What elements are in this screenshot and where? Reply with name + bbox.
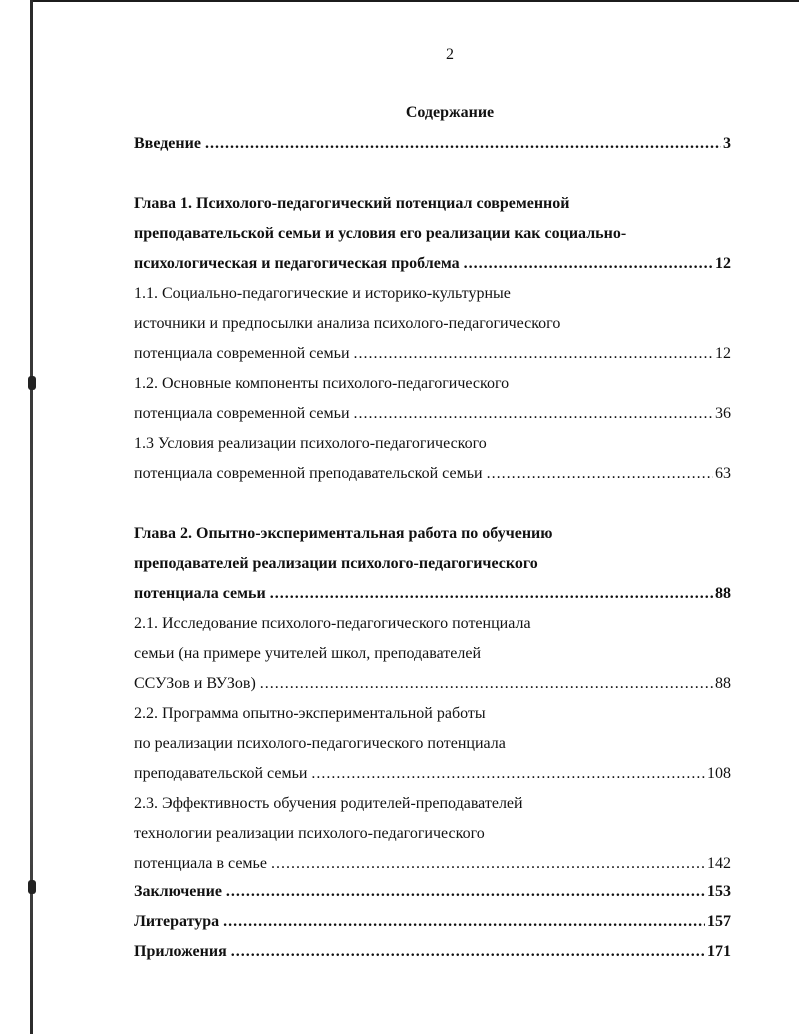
toc-entry-1-3-line-1: 1.3 Условия реализации психолого-педагогического [134,435,487,452]
toc-entry-page: 88 [715,675,731,692]
toc-entry-page: 63 [715,465,731,482]
toc-entry-page: 36 [715,405,731,422]
toc-entry-page: 3 [723,135,731,152]
toc-entry-label: потенциала современной преподавательской семьи [134,465,483,482]
dot-leader [464,252,713,276]
toc-entry-label: психологическая и педагогическая проблема [134,255,460,272]
toc-entry-2-2-line-2: по реализации психолого-педагогического потенциала [134,735,506,752]
toc-entry-1-3[interactable] [134,462,731,486]
toc-entry-label: потенциала современной семьи [134,405,350,422]
toc-entry-chapter-2-line-1: Глава 2. Опытно-экспериментальная работа по обучению [134,525,553,542]
toc-entry-chapter-2[interactable] [134,582,731,606]
scan-mark [28,376,36,390]
toc-entry-label: Введение [134,135,201,152]
toc-entry-introduction[interactable] [134,132,731,156]
dot-leader [226,880,705,904]
dot-leader [311,762,705,786]
toc-entry-page: 171 [707,943,731,960]
toc-title: Содержание [405,104,495,121]
toc-entry-2-1-line-2: семьи (на примере учителей школ, преподавателей [134,645,482,662]
toc-entry-page: 108 [707,765,731,782]
toc-entry-page: 12 [715,255,731,272]
dot-leader [223,910,705,934]
toc-entry-label: ССУЗов и ВУЗов) [134,675,256,692]
dot-leader [231,940,705,964]
dot-leader [260,672,713,696]
toc-entry-label: Заключение [134,883,222,900]
toc-entry-1-2[interactable] [134,402,731,426]
dot-leader [487,462,713,486]
toc-entry-2-3-line-2: технологии реализации психолого-педагогического [134,825,485,842]
toc-entry-label: потенциала современной семьи [134,345,350,362]
toc-entry-2-2[interactable] [134,762,731,786]
toc-entry-label: потенциала в семье [134,855,267,872]
toc-entry-conclusion[interactable] [134,880,731,904]
toc-entry-1-2-line-1: 1.2. Основные компоненты психолого-педагогического [134,375,510,392]
toc-entry-page: 157 [707,913,731,930]
toc-entry-literature[interactable] [134,910,731,934]
toc-entry-label: преподавательской семьи [134,765,308,782]
toc-entry-2-3[interactable] [134,852,731,876]
toc-entry-page: 88 [715,585,731,602]
scan-border-top [30,0,799,2]
toc-entry-chapter-1-line-2: преподавательской семьи и условия его реализации как социально- [134,225,627,242]
scan-mark [28,880,36,894]
toc-entry-appendices[interactable] [134,940,731,964]
toc-entry-1-1-line-1: 1.1. Социально-педагогические и историко-культурные [134,285,511,302]
toc-entry-label: потенциала семьи [134,585,266,602]
dot-leader [270,582,713,606]
toc-entry-1-1-line-2: источники и предпосылки анализа психолого-педагогического [134,315,561,332]
toc-entry-1-1[interactable] [134,342,731,366]
page-number: 2 [446,46,454,63]
scan-border-left [30,0,33,1034]
toc-entry-chapter-2-line-2: преподавателей реализации психолого-педагогического [134,555,538,572]
toc-entry-label: Приложения [134,943,227,960]
toc-entry-2-3-line-1: 2.3. Эффективность обучения родителей-преподавателей [134,795,523,812]
toc-entry-page: 12 [715,345,731,362]
toc-entry-page: 153 [707,883,731,900]
toc-entry-chapter-1[interactable] [134,252,731,276]
toc-entry-chapter-1-line-1: Глава 1. Психолого-педагогический потенциал современной [134,195,570,212]
dot-leader [271,852,705,876]
toc-entry-2-1[interactable] [134,672,731,696]
dot-leader [205,132,721,156]
toc-entry-label: Литература [134,913,220,930]
toc-entry-2-2-line-1: 2.2. Программа опытно-экспериментальной работы [134,705,486,722]
dot-leader [354,342,713,366]
toc-entry-page: 142 [707,855,731,872]
toc-entry-2-1-line-1: 2.1. Исследование психолого-педагогического потенциала [134,615,531,632]
dot-leader [354,402,713,426]
